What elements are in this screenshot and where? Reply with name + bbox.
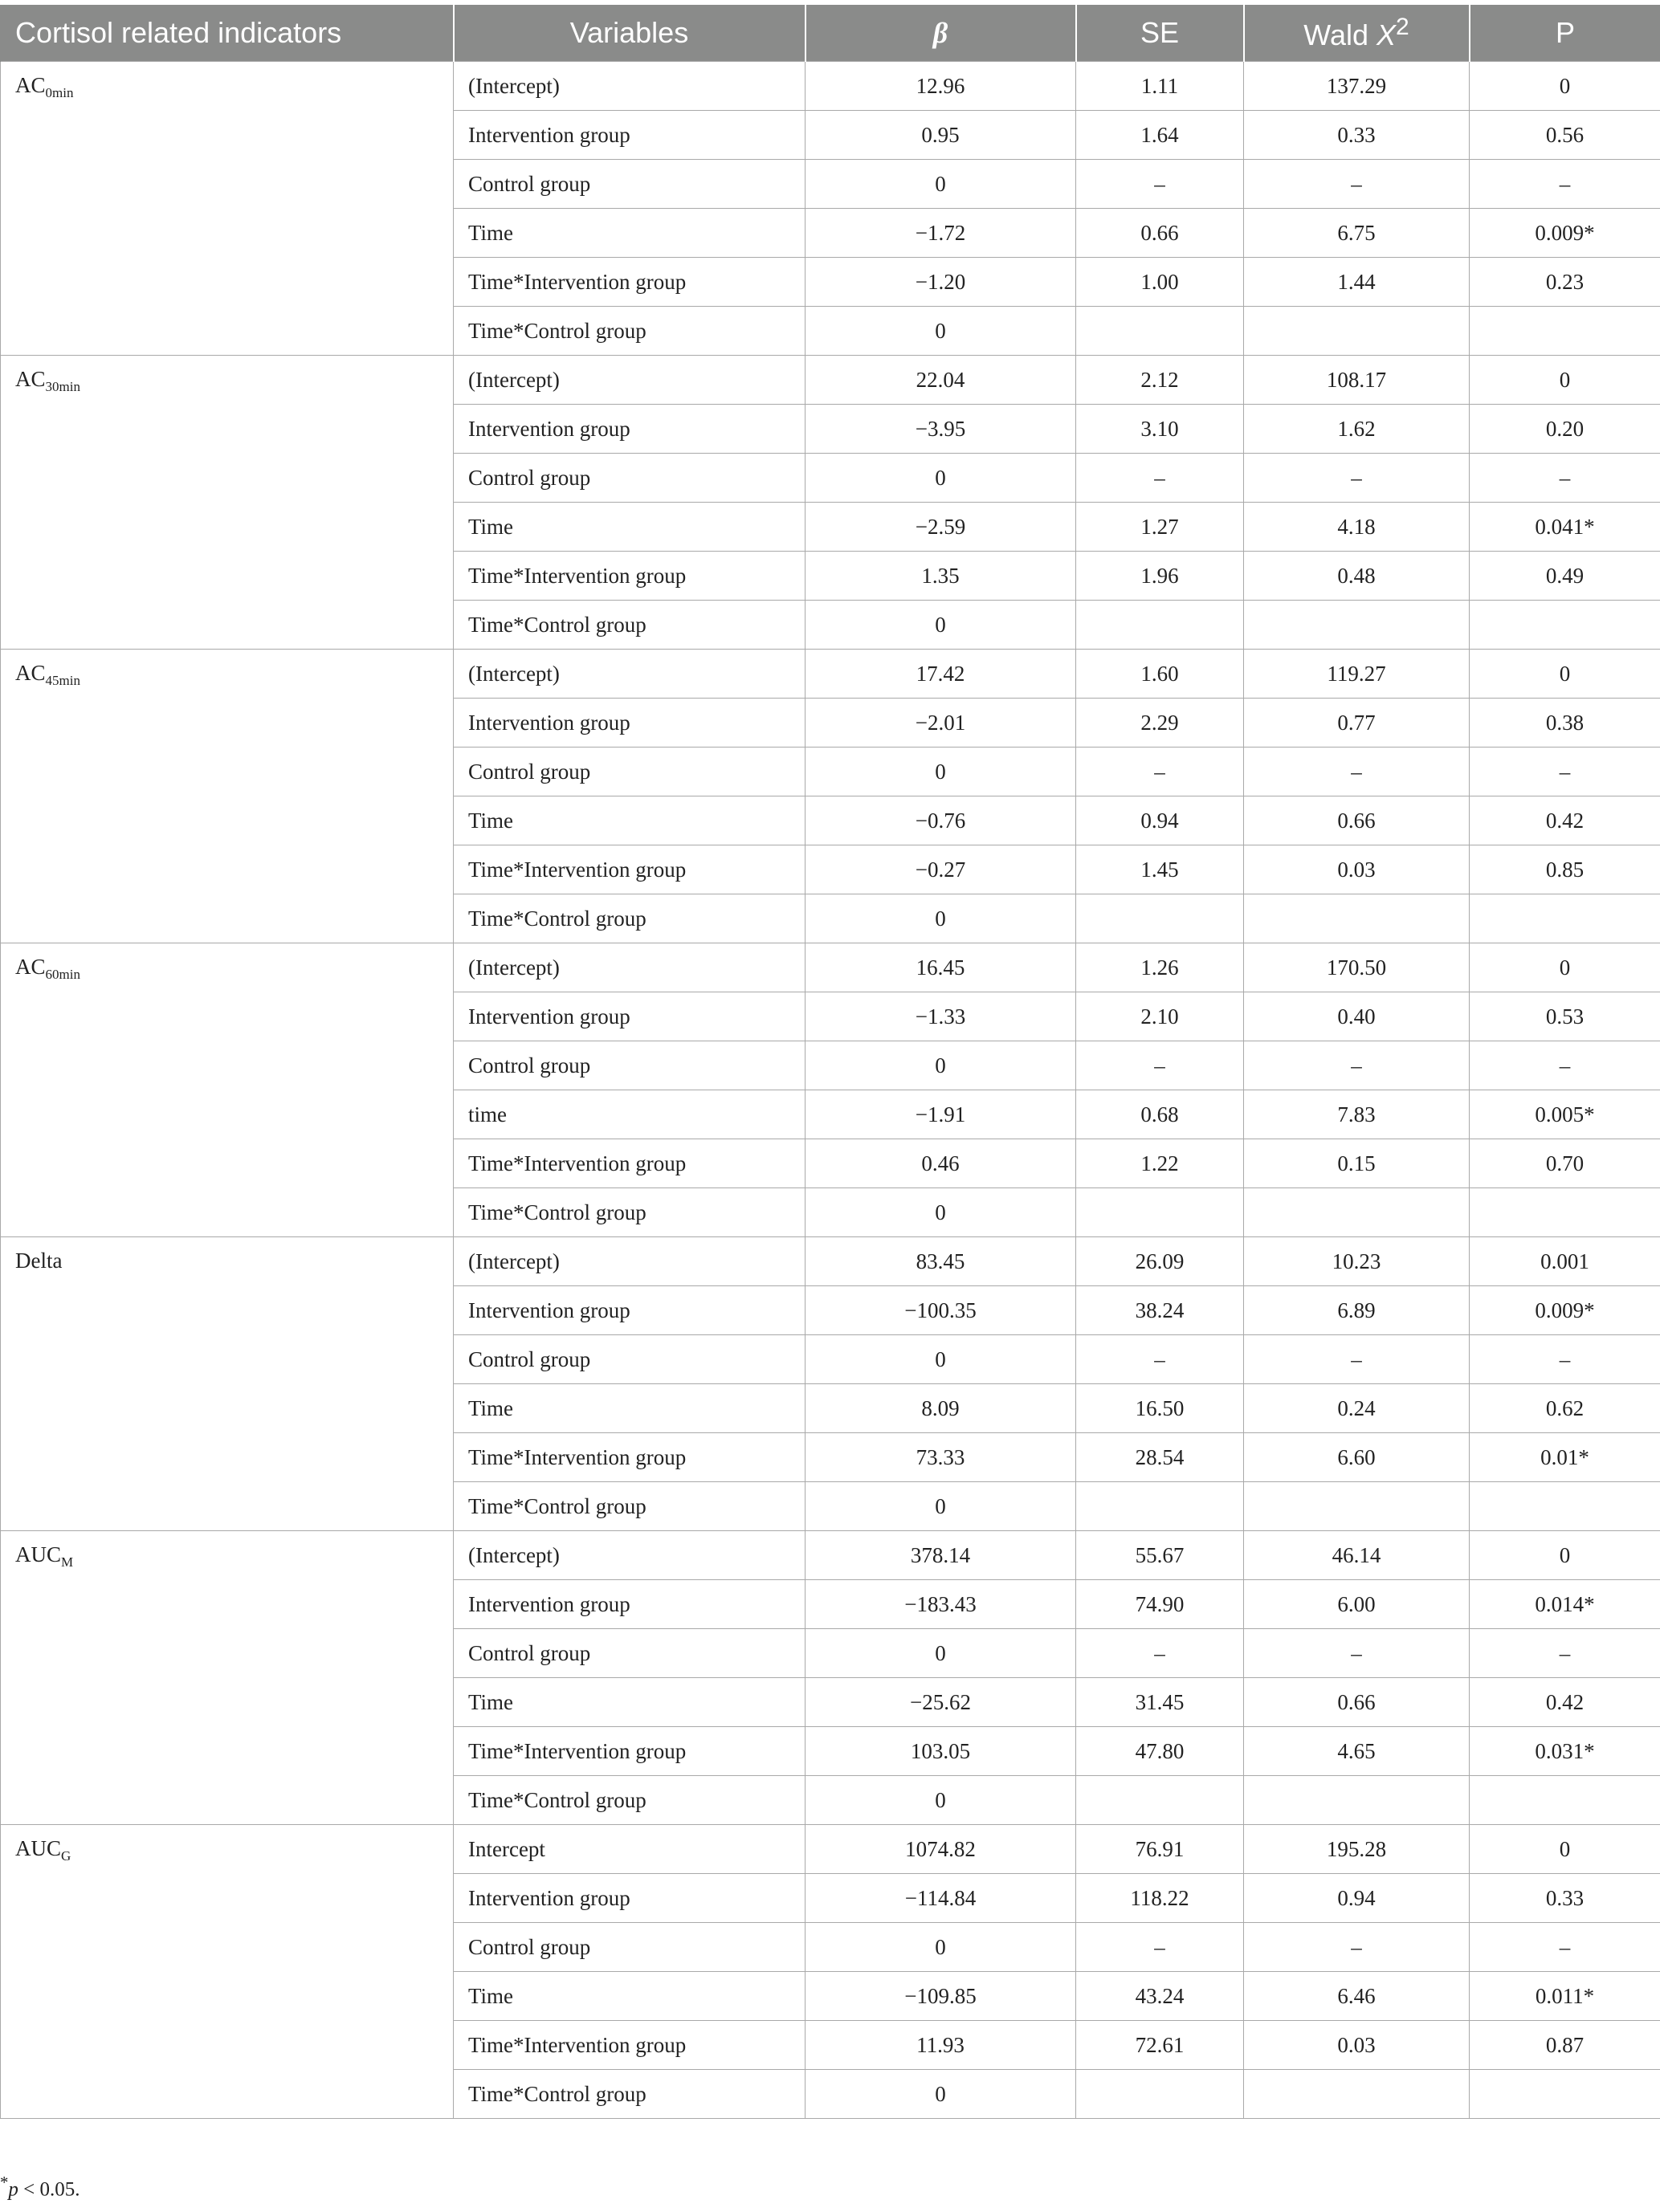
variable-cell: (Intercept)	[454, 943, 806, 992]
beta-cell: −0.27	[806, 845, 1076, 894]
header-se: SE	[1076, 5, 1244, 62]
p-cell: 0.009*	[1470, 209, 1660, 258]
wald-cell: 0.15	[1244, 1139, 1470, 1188]
se-cell: 47.80	[1076, 1727, 1244, 1776]
beta-cell: 0	[806, 1776, 1076, 1825]
beta-cell: −2.01	[806, 699, 1076, 748]
se-cell: –	[1076, 1629, 1244, 1678]
se-cell: 0.68	[1076, 1090, 1244, 1139]
wald-cell: 0.24	[1244, 1384, 1470, 1433]
beta-cell: 8.09	[806, 1384, 1076, 1433]
beta-cell: 0	[806, 1923, 1076, 1972]
wald-cell: 6.75	[1244, 209, 1470, 258]
indicator-cell	[1, 1531, 454, 1825]
variable-cell: Intercept	[454, 1825, 806, 1874]
indicator-subscript: 45min	[45, 673, 80, 688]
p-cell: 0	[1470, 1825, 1660, 1874]
se-cell: 1.27	[1076, 503, 1244, 552]
indicator-subscript: G	[61, 1848, 71, 1864]
beta-cell: −1.33	[806, 992, 1076, 1041]
p-cell: 0.85	[1470, 845, 1660, 894]
wald-cell: –	[1244, 748, 1470, 796]
beta-cell: 11.93	[806, 2021, 1076, 2070]
beta-cell: 0	[806, 1335, 1076, 1384]
beta-cell: 0	[806, 1041, 1076, 1090]
p-cell: 0.01*	[1470, 1433, 1660, 1482]
wald-cell	[1244, 601, 1470, 650]
indicator-label: AC	[15, 367, 46, 391]
variable-cell: Intervention group	[454, 992, 806, 1041]
wald-cell: 0.40	[1244, 992, 1470, 1041]
beta-cell: 16.45	[806, 943, 1076, 992]
se-cell: 74.90	[1076, 1580, 1244, 1629]
indicator-label: AC	[15, 73, 46, 97]
se-cell: –	[1076, 1923, 1244, 1972]
indicator-cell	[1, 1825, 454, 2119]
se-cell: 31.45	[1076, 1678, 1244, 1727]
p-cell: –	[1470, 160, 1660, 209]
beta-cell: 0	[806, 160, 1076, 209]
variable-cell: Time*Intervention group	[454, 258, 806, 307]
p-cell: 0.42	[1470, 1678, 1660, 1727]
variable-cell: Time*Control group	[454, 2070, 806, 2119]
beta-cell: 0	[806, 601, 1076, 650]
beta-cell: 17.42	[806, 650, 1076, 699]
se-cell: 2.12	[1076, 356, 1244, 405]
se-cell: –	[1076, 1041, 1244, 1090]
variable-cell: (Intercept)	[454, 62, 806, 111]
variable-cell: Time*Intervention group	[454, 1139, 806, 1188]
p-cell: 0	[1470, 943, 1660, 992]
wald-cell	[1244, 894, 1470, 943]
variable-cell: Time*Intervention group	[454, 1433, 806, 1482]
wald-cell: 0.77	[1244, 699, 1470, 748]
beta-cell: 0.95	[806, 111, 1076, 160]
variable-cell: Control group	[454, 748, 806, 796]
beta-cell: 0	[806, 1629, 1076, 1678]
indicator-label: AUC	[15, 1836, 62, 1860]
se-cell: 1.60	[1076, 650, 1244, 699]
p-cell: 0.005*	[1470, 1090, 1660, 1139]
p-cell: 0.62	[1470, 1384, 1660, 1433]
wald-cell: –	[1244, 1629, 1470, 1678]
wald-cell: 6.89	[1244, 1286, 1470, 1335]
wald-cell: –	[1244, 160, 1470, 209]
table-row	[1, 1531, 1660, 1580]
variable-cell: Time*Intervention group	[454, 845, 806, 894]
wald-cell	[1244, 307, 1470, 356]
se-cell: 3.10	[1076, 405, 1244, 454]
p-cell: 0	[1470, 650, 1660, 699]
beta-cell: −25.62	[806, 1678, 1076, 1727]
p-cell: 0.001	[1470, 1237, 1660, 1286]
beta-cell: −0.76	[806, 796, 1076, 845]
se-cell: 1.96	[1076, 552, 1244, 601]
variable-cell: Time*Control group	[454, 601, 806, 650]
se-cell: –	[1076, 748, 1244, 796]
beta-cell: 1074.82	[806, 1825, 1076, 1874]
wald-cell: 0.66	[1244, 796, 1470, 845]
variable-cell: Intervention group	[454, 111, 806, 160]
beta-cell: −2.59	[806, 503, 1076, 552]
p-cell: –	[1470, 1335, 1660, 1384]
p-cell	[1470, 601, 1660, 650]
p-cell	[1470, 307, 1660, 356]
beta-cell: 0	[806, 2070, 1076, 2119]
se-cell: 72.61	[1076, 2021, 1244, 2070]
footnote-p: p	[8, 2178, 18, 2201]
wald-cell: 10.23	[1244, 1237, 1470, 1286]
beta-cell: 0	[806, 454, 1076, 503]
table-header	[1, 5, 1660, 62]
p-cell: 0.20	[1470, 405, 1660, 454]
beta-cell: 12.96	[806, 62, 1076, 111]
indicator-cell	[1, 1237, 454, 1531]
header-p: P	[1470, 5, 1660, 62]
se-cell: –	[1076, 454, 1244, 503]
variable-cell: Intervention group	[454, 405, 806, 454]
wald-cell: –	[1244, 454, 1470, 503]
p-cell: 0	[1470, 62, 1660, 111]
indicator-subscript: 60min	[45, 967, 80, 982]
table-footnote	[0, 2173, 80, 2201]
variable-cell: Time	[454, 1972, 806, 2021]
se-cell	[1076, 307, 1244, 356]
p-cell: 0.49	[1470, 552, 1660, 601]
p-cell: 0	[1470, 1531, 1660, 1580]
header-wald-x: X	[1376, 18, 1396, 51]
p-cell: –	[1470, 1041, 1660, 1090]
se-cell: 1.00	[1076, 258, 1244, 307]
wald-cell: 0.94	[1244, 1874, 1470, 1923]
beta-cell: −114.84	[806, 1874, 1076, 1923]
wald-cell: 137.29	[1244, 62, 1470, 111]
wald-cell: 6.46	[1244, 1972, 1470, 2021]
regression-table	[0, 5, 1660, 2119]
wald-cell: 108.17	[1244, 356, 1470, 405]
wald-cell	[1244, 2070, 1470, 2119]
se-cell: 43.24	[1076, 1972, 1244, 2021]
indicator-label: AC	[15, 661, 46, 685]
indicator-subscript: 0min	[45, 85, 74, 100]
beta-cell: 0.46	[806, 1139, 1076, 1188]
table-row	[1, 1825, 1660, 1874]
wald-cell: 6.60	[1244, 1433, 1470, 1482]
p-cell: 0.23	[1470, 258, 1660, 307]
p-cell: –	[1470, 748, 1660, 796]
beta-cell: 83.45	[806, 1237, 1076, 1286]
p-cell: –	[1470, 1923, 1660, 1972]
beta-cell: 0	[806, 748, 1076, 796]
variable-cell: Time	[454, 796, 806, 845]
variable-cell: Time*Intervention group	[454, 1727, 806, 1776]
se-cell: 0.66	[1076, 209, 1244, 258]
variable-cell: Time	[454, 503, 806, 552]
wald-cell: 0.03	[1244, 2021, 1470, 2070]
p-cell: 0.011*	[1470, 1972, 1660, 2021]
beta-cell: 103.05	[806, 1727, 1076, 1776]
wald-cell: 1.44	[1244, 258, 1470, 307]
wald-cell: 0.03	[1244, 845, 1470, 894]
se-cell: 1.64	[1076, 111, 1244, 160]
footnote-text: < 0.05.	[18, 2178, 80, 2201]
variable-cell: (Intercept)	[454, 1237, 806, 1286]
beta-cell: 22.04	[806, 356, 1076, 405]
se-cell: 16.50	[1076, 1384, 1244, 1433]
variable-cell: Time	[454, 1678, 806, 1727]
p-cell: –	[1470, 1629, 1660, 1678]
beta-cell: 0	[806, 894, 1076, 943]
wald-cell: 0.33	[1244, 111, 1470, 160]
p-cell	[1470, 894, 1660, 943]
wald-cell: –	[1244, 1041, 1470, 1090]
p-cell: 0.014*	[1470, 1580, 1660, 1629]
variable-cell: Time*Control group	[454, 1776, 806, 1825]
variable-cell: (Intercept)	[454, 356, 806, 405]
p-cell: 0.87	[1470, 2021, 1660, 2070]
se-cell: –	[1076, 1335, 1244, 1384]
variable-cell: Control group	[454, 454, 806, 503]
indicator-subscript: M	[61, 1554, 74, 1570]
beta-cell: −1.20	[806, 258, 1076, 307]
header-indicator: Cortisol related indicators	[1, 5, 454, 62]
se-cell	[1076, 1188, 1244, 1237]
se-cell: 55.67	[1076, 1531, 1244, 1580]
wald-cell: 4.65	[1244, 1727, 1470, 1776]
wald-cell: 46.14	[1244, 1531, 1470, 1580]
se-cell	[1076, 1776, 1244, 1825]
wald-cell: 0.48	[1244, 552, 1470, 601]
se-cell: 1.45	[1076, 845, 1244, 894]
wald-cell: 7.83	[1244, 1090, 1470, 1139]
se-cell: 2.10	[1076, 992, 1244, 1041]
variable-cell: Control group	[454, 1629, 806, 1678]
se-cell	[1076, 1482, 1244, 1531]
variable-cell: Time*Control group	[454, 894, 806, 943]
se-cell: –	[1076, 160, 1244, 209]
p-cell: 0.38	[1470, 699, 1660, 748]
p-cell: –	[1470, 454, 1660, 503]
header-wald	[1244, 5, 1470, 62]
beta-cell: −1.91	[806, 1090, 1076, 1139]
indicator-label: Delta	[15, 1249, 63, 1273]
variable-cell: Intervention group	[454, 699, 806, 748]
p-cell: 0.031*	[1470, 1727, 1660, 1776]
se-cell: 118.22	[1076, 1874, 1244, 1923]
variable-cell: Time	[454, 209, 806, 258]
wald-cell: –	[1244, 1335, 1470, 1384]
table-row	[1, 943, 1660, 992]
wald-cell: 4.18	[1244, 503, 1470, 552]
p-cell: 0.009*	[1470, 1286, 1660, 1335]
se-cell	[1076, 601, 1244, 650]
wald-cell	[1244, 1776, 1470, 1825]
wald-cell: 195.28	[1244, 1825, 1470, 1874]
wald-cell: 119.27	[1244, 650, 1470, 699]
wald-cell: 6.00	[1244, 1580, 1470, 1629]
beta-cell: 0	[806, 1482, 1076, 1531]
beta-cell: −109.85	[806, 1972, 1076, 2021]
header-wald-sup: 2	[1396, 14, 1409, 40]
header-wald-prefix: Wald	[1303, 18, 1377, 51]
variable-cell: Intervention group	[454, 1580, 806, 1629]
beta-cell: −100.35	[806, 1286, 1076, 1335]
se-cell: 76.91	[1076, 1825, 1244, 1874]
se-cell: 1.11	[1076, 62, 1244, 111]
variable-cell: Time*Control group	[454, 1482, 806, 1531]
variable-cell: Control group	[454, 1335, 806, 1384]
beta-cell: −1.72	[806, 209, 1076, 258]
beta-cell: −3.95	[806, 405, 1076, 454]
indicator-cell	[1, 356, 454, 650]
variable-cell: Intervention group	[454, 1286, 806, 1335]
wald-cell: 1.62	[1244, 405, 1470, 454]
regression-table-container	[0, 5, 1660, 2119]
beta-cell: 1.35	[806, 552, 1076, 601]
table-row	[1, 62, 1660, 111]
variable-cell: (Intercept)	[454, 650, 806, 699]
variable-cell: Time	[454, 1384, 806, 1433]
p-cell: 0.041*	[1470, 503, 1660, 552]
wald-cell	[1244, 1482, 1470, 1531]
indicator-cell	[1, 650, 454, 943]
p-cell: 0	[1470, 356, 1660, 405]
indicator-cell	[1, 943, 454, 1237]
se-cell: 26.09	[1076, 1237, 1244, 1286]
footnote-star: *	[0, 2173, 9, 2192]
indicator-subscript: 30min	[45, 379, 80, 394]
p-cell	[1470, 1482, 1660, 1531]
variable-cell: time	[454, 1090, 806, 1139]
p-cell: 0.53	[1470, 992, 1660, 1041]
variable-cell: Time*Intervention group	[454, 2021, 806, 2070]
se-cell: 2.29	[1076, 699, 1244, 748]
p-cell: 0.56	[1470, 111, 1660, 160]
se-cell: 1.22	[1076, 1139, 1244, 1188]
variable-cell: Control group	[454, 1041, 806, 1090]
indicator-label: AUC	[15, 1542, 62, 1566]
se-cell: 1.26	[1076, 943, 1244, 992]
indicator-cell	[1, 62, 454, 356]
se-cell: 0.94	[1076, 796, 1244, 845]
table-row	[1, 1237, 1660, 1286]
se-cell: 38.24	[1076, 1286, 1244, 1335]
table-row	[1, 650, 1660, 699]
header-variables: Variables	[454, 5, 806, 62]
beta-cell: 378.14	[806, 1531, 1076, 1580]
se-cell: 28.54	[1076, 1433, 1244, 1482]
indicator-label: AC	[15, 955, 46, 979]
wald-cell	[1244, 1188, 1470, 1237]
variable-cell: Time*Intervention group	[454, 552, 806, 601]
beta-cell: 73.33	[806, 1433, 1076, 1482]
variable-cell: Time*Control group	[454, 307, 806, 356]
variable-cell: Intervention group	[454, 1874, 806, 1923]
p-cell	[1470, 2070, 1660, 2119]
p-cell	[1470, 1776, 1660, 1825]
wald-cell: 170.50	[1244, 943, 1470, 992]
p-cell	[1470, 1188, 1660, 1237]
beta-cell: −183.43	[806, 1580, 1076, 1629]
wald-cell: 0.66	[1244, 1678, 1470, 1727]
variable-cell: (Intercept)	[454, 1531, 806, 1580]
variable-cell: Control group	[454, 160, 806, 209]
header-beta: β	[806, 5, 1076, 62]
se-cell	[1076, 894, 1244, 943]
p-cell: 0.70	[1470, 1139, 1660, 1188]
beta-cell: 0	[806, 1188, 1076, 1237]
table-body	[1, 62, 1660, 2119]
header-row	[1, 5, 1660, 62]
wald-cell: –	[1244, 1923, 1470, 1972]
se-cell	[1076, 2070, 1244, 2119]
variable-cell: Control group	[454, 1923, 806, 1972]
variable-cell: Time*Control group	[454, 1188, 806, 1237]
p-cell: 0.42	[1470, 796, 1660, 845]
beta-cell: 0	[806, 307, 1076, 356]
p-cell: 0.33	[1470, 1874, 1660, 1923]
table-row	[1, 356, 1660, 405]
